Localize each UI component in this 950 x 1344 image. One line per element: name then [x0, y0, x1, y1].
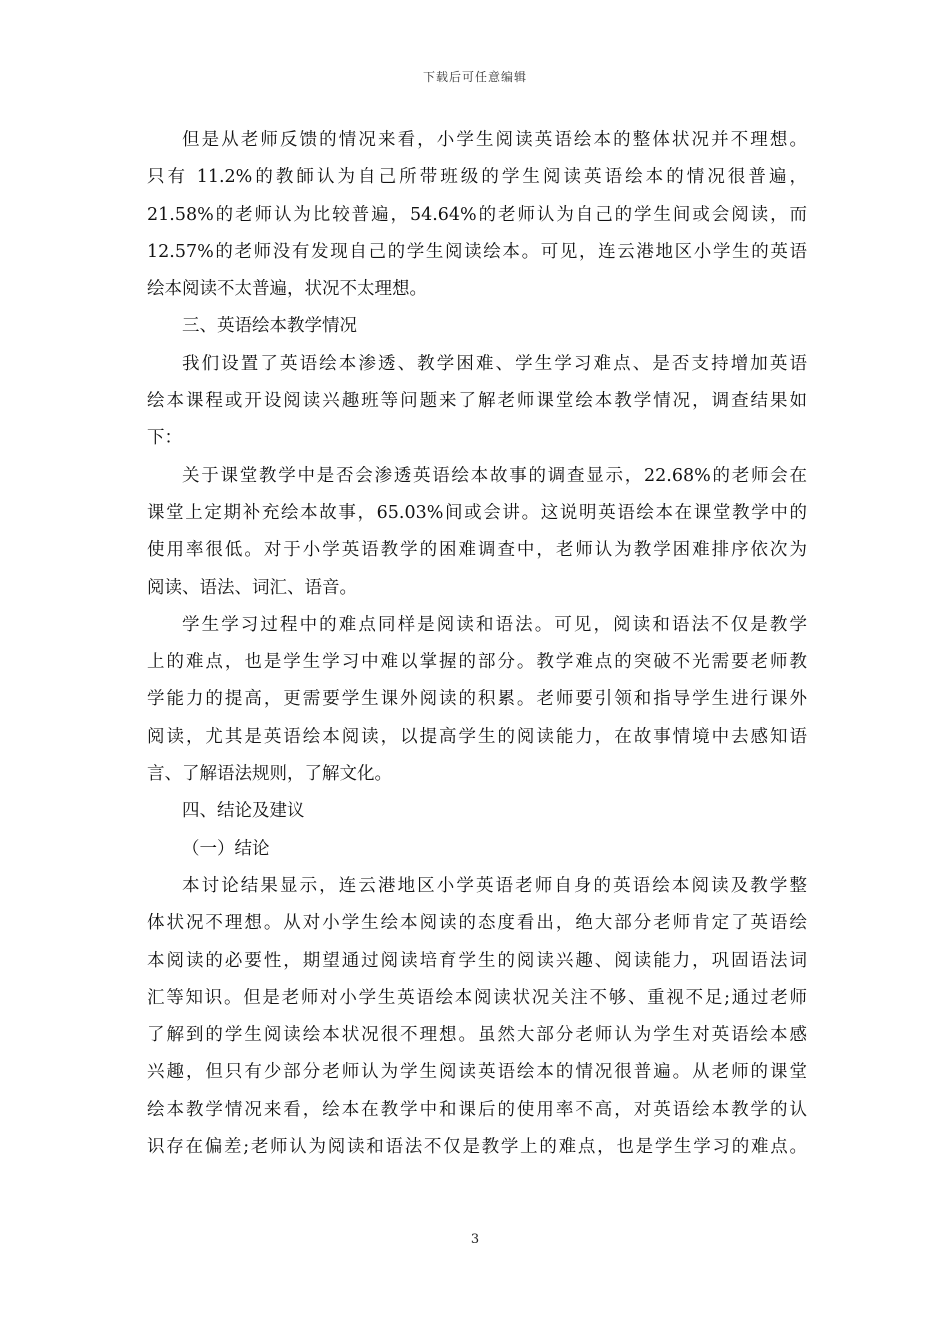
- text-line: 12.57%的老师没有发现自己的学生阅读绘本。可见，连云港地区小学生的英语: [147, 241, 807, 262]
- text-line: 下：: [147, 428, 182, 449]
- section-heading: 三、英语绘本教学情况: [182, 316, 357, 337]
- text-line: 使用率很低。对于小学英语教学的困难调查中，老师认为教学困难排序依次为: [147, 540, 807, 561]
- section-heading: 四、结论及建议: [182, 801, 305, 822]
- text-line: 绘本教学情况来看，绘本在教学中和课后的使用率不高，对英语绘本教学的认: [147, 1099, 807, 1120]
- text-line: 体状况不理想。从对小学生绘本阅读的态度看出，绝大部分老师肯定了英语绘: [147, 913, 807, 934]
- text-line: 绘本课程或开设阅读兴趣班等问题来了解老师课堂绘本教学情况，调查结果如: [147, 391, 807, 412]
- text-line: 课堂上定期补充绘本故事，65.03%间或会讲。这说明英语绘本在课堂教学中的: [147, 502, 807, 523]
- text-line: 学生学习过程中的难点同样是阅读和语法。可见，阅读和语法不仅是教学: [182, 614, 807, 635]
- text-line: 学能力的提高，更需要学生课外阅读的积累。老师要引领和指导学生进行课外: [147, 689, 807, 710]
- text-line: 阅读，尤其是英语绘本阅读，以提高学生的阅读能力，在故事情境中去感知语: [147, 726, 807, 747]
- text-line: 但是从老师反馈的情况来看，小学生阅读英语绘本的整体状况并不理想。: [182, 130, 807, 150]
- text-line: 关于课堂教学中是否会渗透英语绘本故事的调查显示，22.68%的老师会在: [182, 465, 807, 486]
- text-line: 言、了解语法规则，了解文化。: [147, 764, 392, 785]
- text-line: 只有 11.2%的教師认为自己所带班级的学生阅读英语绘本的情况很普遍，: [147, 167, 807, 188]
- text-line: 上的难点，也是学生学习中难以掌握的部分。教学难点的突破不光需要老师教: [147, 652, 807, 673]
- page-number: 3: [470, 1232, 480, 1247]
- text-line: 本讨论结果显示，连云港地区小学英语老师自身的英语绘本阅读及教学整: [182, 875, 807, 896]
- text-line: 我们设置了英语绘本渗透、教学困难、学生学习难点、是否支持增加英语: [182, 353, 807, 374]
- text-line: 兴趣，但只有少部分老师认为学生阅读英语绘本的情况很普遍。从老师的课堂: [147, 1062, 807, 1083]
- document-body: [147, 122, 807, 1166]
- text-line: 21.58%的老师认为比较普遍，54.64%的老师认为自己的学生间或会阅读，而: [147, 204, 807, 225]
- text-line: 了解到的学生阅读绘本状况很不理想。虽然大部分老师认为学生对英语绘本感: [147, 1025, 807, 1046]
- text-line: 阅读、语法、词汇、语音。: [147, 577, 357, 598]
- text-line: 本阅读的必要性，期望通过阅读培育学生的阅读兴趣、阅读能力，巩固语法词: [147, 950, 807, 971]
- subsection-heading: （一）结论: [182, 838, 270, 859]
- page-header-note: 下载后可任意编辑: [422, 70, 527, 84]
- text-line: 绘本阅读不太普遍，状况不太理想。: [147, 279, 427, 300]
- text-line: 识存在偏差;老师认为阅读和语法不仅是教学上的难点，也是学生学习的难点。: [147, 1137, 807, 1158]
- text-line: 汇等知识。但是老师对小学生英语绘本阅读状况关注不够、重视不足;通过老师: [147, 987, 807, 1008]
